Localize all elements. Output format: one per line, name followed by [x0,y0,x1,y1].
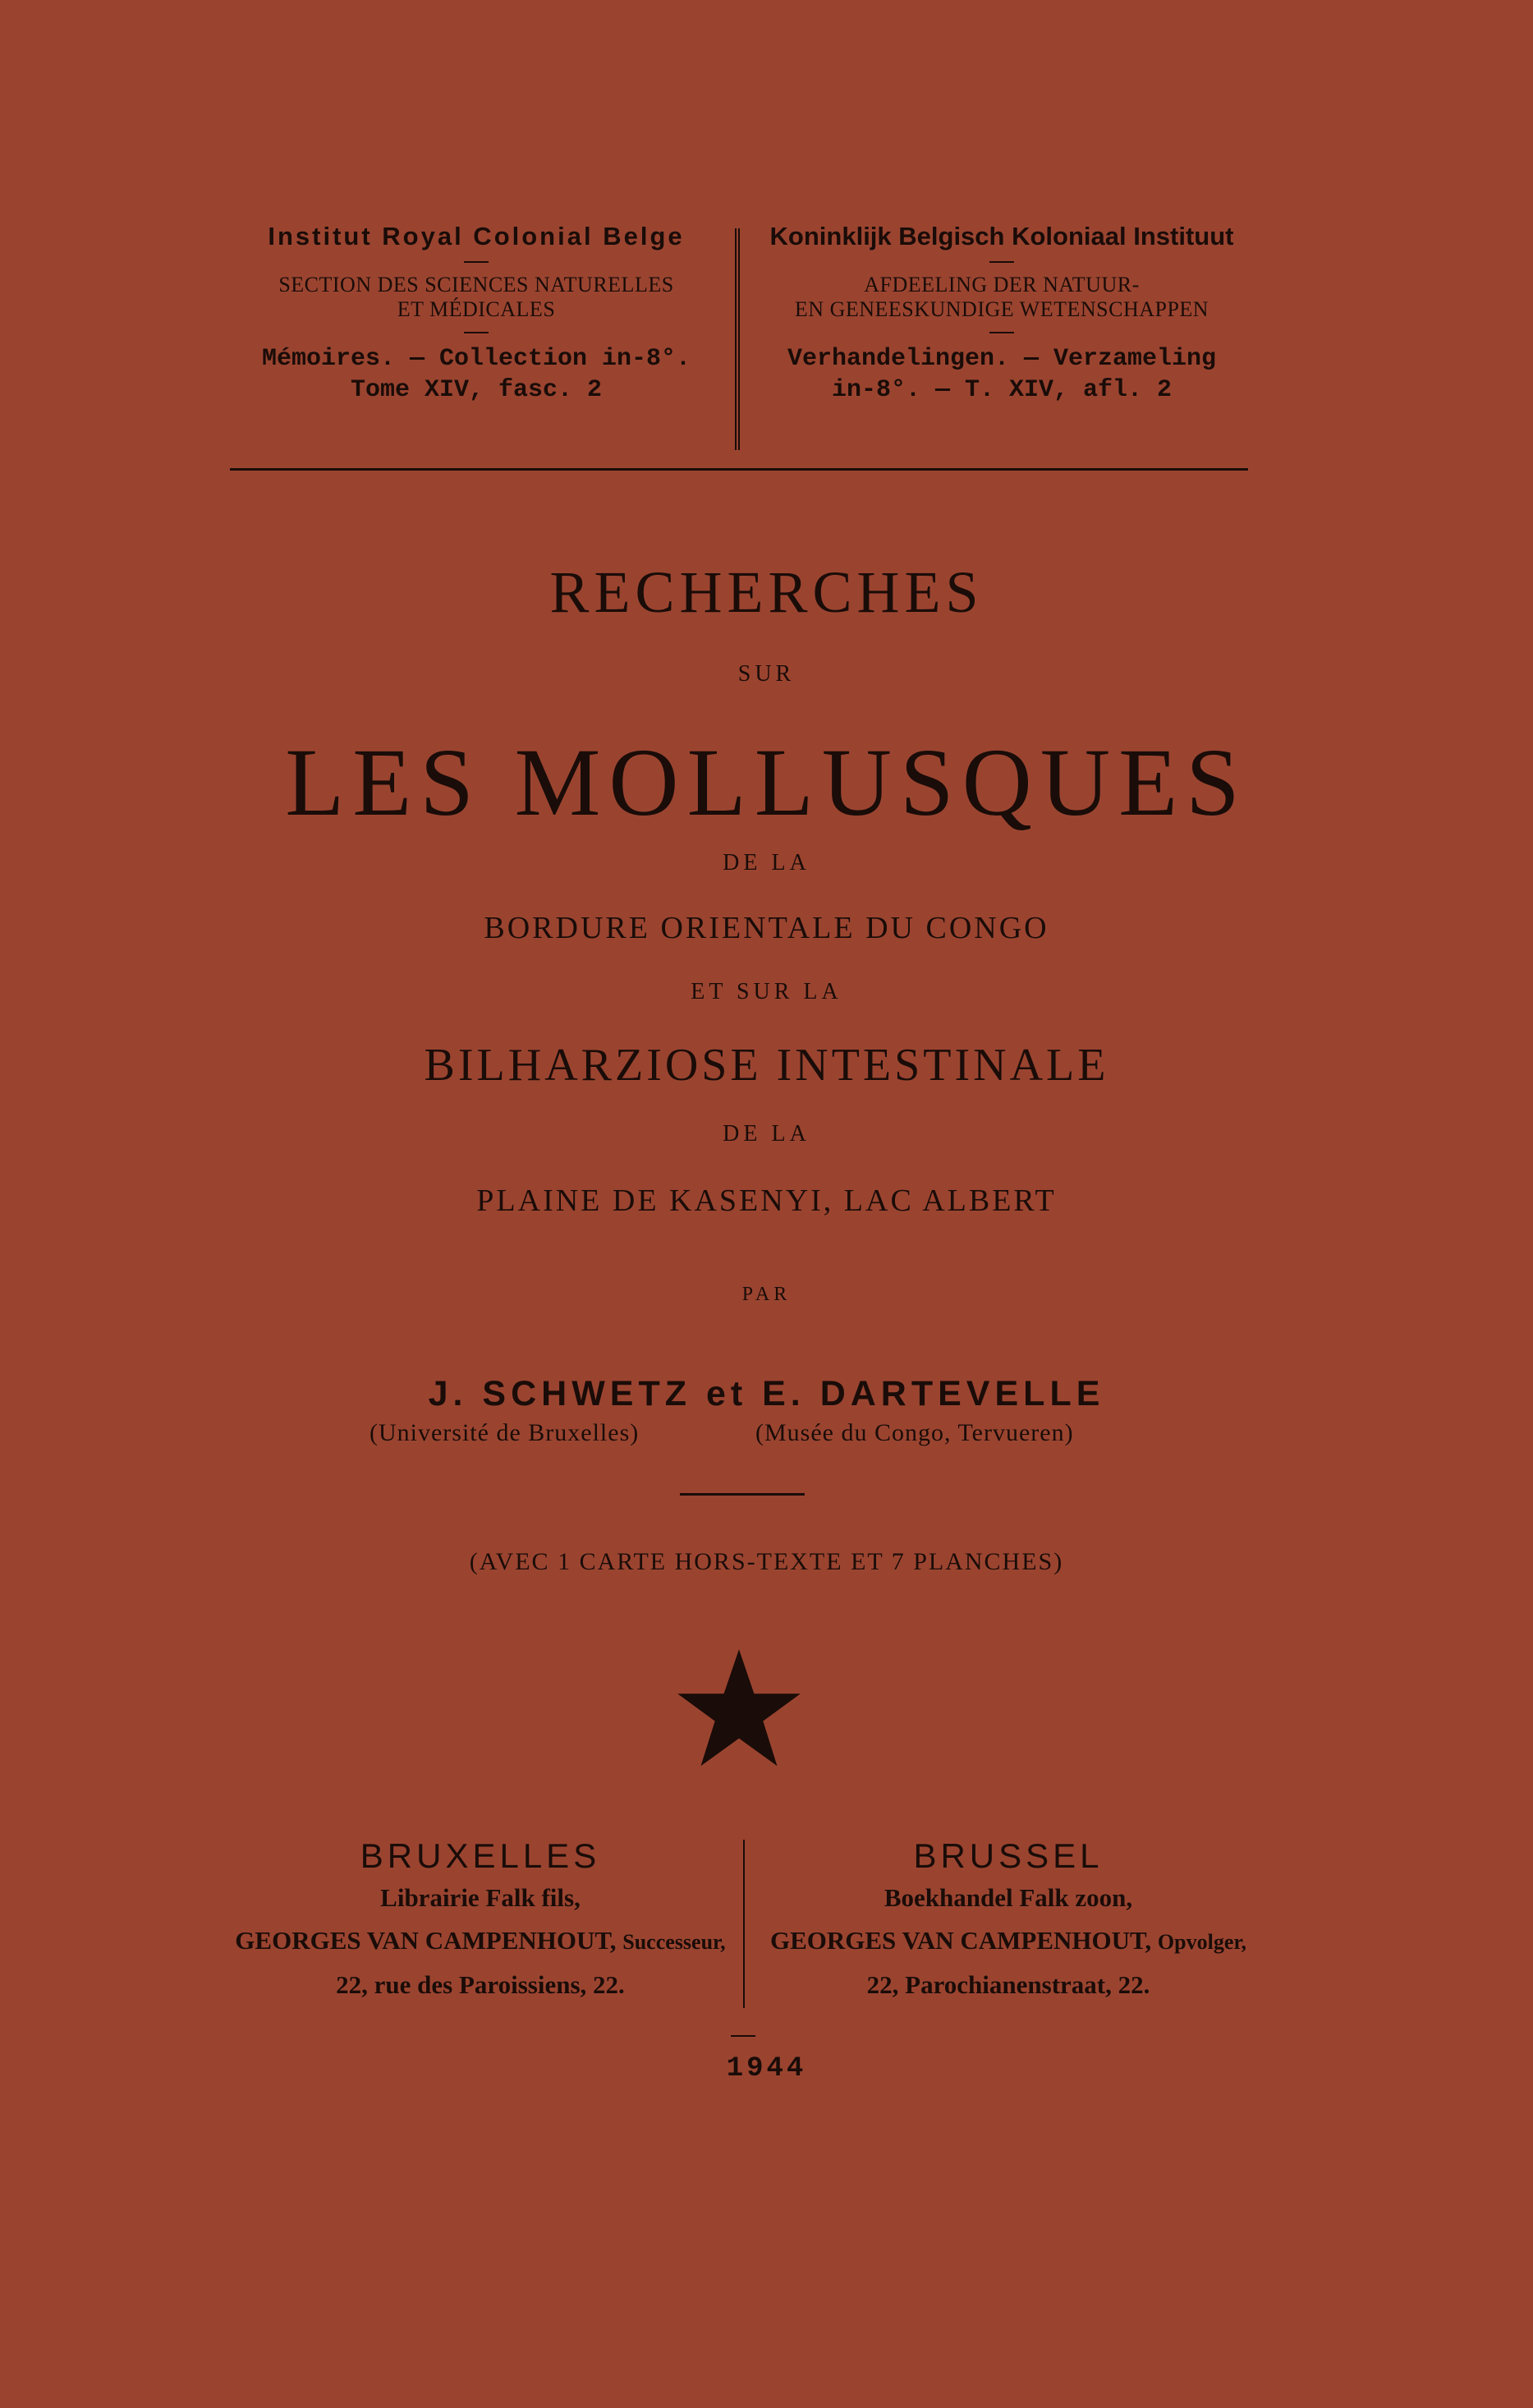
series-line-1-fr: Mémoires. — Collection in-8°. [261,345,691,373]
section-line-1-nl: AFDEELING DER NATUUR- [864,273,1140,296]
series-line-2-nl: in-8°. — T. XIV, afl. 2 [831,376,1173,404]
publisher-address-nl: 22, Parochianenstraat, 22. [866,1970,1150,1999]
title-bordure: BORDURE ORIENTALE DU CONGO [484,911,1049,945]
header-dash [989,332,1014,333]
star-icon [675,1647,803,1770]
title-sur: SUR [737,661,796,687]
author-1-affiliation: (Université de Bruxelles) [369,1419,640,1446]
header-right-column [755,222,1248,406]
title-de-la-1: DE LA [723,850,810,875]
header-double-divider [735,228,740,450]
authors-line: J. SCHWETZ et E. DARTEVELLE [428,1374,1105,1413]
institute-name-nl: Koninklijk Belgisch Koloniaal Instituut [769,222,1234,250]
title-bilharziose: BILHARZIOSE INTESTINALE [424,1040,1109,1091]
title-plaine: PLAINE DE KASENYI, LAC ALBERT [476,1183,1057,1218]
series-line-2-fr: Tome XIV, fasc. 2 [350,376,603,404]
header-dash [464,332,489,333]
title-par: PAR [741,1284,792,1305]
title-et-sur-la: ET SUR LA [691,979,842,1004]
header-rule [230,468,1248,471]
title-de-la-2: DE LA [723,1121,810,1147]
publisher-role-nl: Opvolger, [1157,1930,1247,1954]
publisher-line-2-nl [746,1919,1271,1964]
header-dash [989,261,1014,263]
section-line-1-fr: SECTION DES SCIENCES NATURELLES [278,273,674,296]
publisher-right [746,1836,1271,2006]
publisher-name-nl: GEORGES VAN CAMPENHOUT, [769,1926,1152,1955]
institute-name-fr: Institut Royal Colonial Belge [268,222,685,250]
publisher-line-1-nl: Boekhandel Falk zoon, [884,1883,1133,1912]
publisher-city-fr: BRUXELLES [360,1836,601,1875]
publisher-address-fr: 22, rue des Paroissiens, 22. [336,1970,625,1999]
header-block [230,222,1252,448]
publisher-name-fr: GEORGES VAN CAMPENHOUT, [235,1926,617,1955]
plates-note: (AVEC 1 CARTE HORS-TEXTE ET 7 PLANCHES) [469,1548,1064,1575]
publisher-left [218,1836,743,2006]
section-line-2-nl: EN GENEESKUNDIGE WETENSCHAPPEN [794,297,1209,321]
publisher-role-fr: Successeur, [622,1930,726,1954]
short-rule [680,1493,805,1496]
publication-year: 1944 [726,2053,807,2084]
year-dash [731,2035,755,2037]
series-line-1-nl: Verhandelingen. — Verzameling [787,345,1217,373]
section-line-2-fr: ET MÉDICALES [397,297,556,321]
publisher-divider [743,1840,745,2008]
title-recherches: RECHERCHES [549,559,984,625]
header-dash [464,261,489,263]
main-title: LES MOLLUSQUES [285,728,1248,836]
header-left-column [230,222,723,406]
publisher-line-1-fr: Librairie Falk fils, [380,1883,581,1912]
publisher-city-nl: BRUSSEL [913,1836,1104,1875]
publisher-line-2-fr [218,1919,743,1964]
author-2-affiliation: (Musée du Congo, Tervueren) [755,1419,1074,1446]
